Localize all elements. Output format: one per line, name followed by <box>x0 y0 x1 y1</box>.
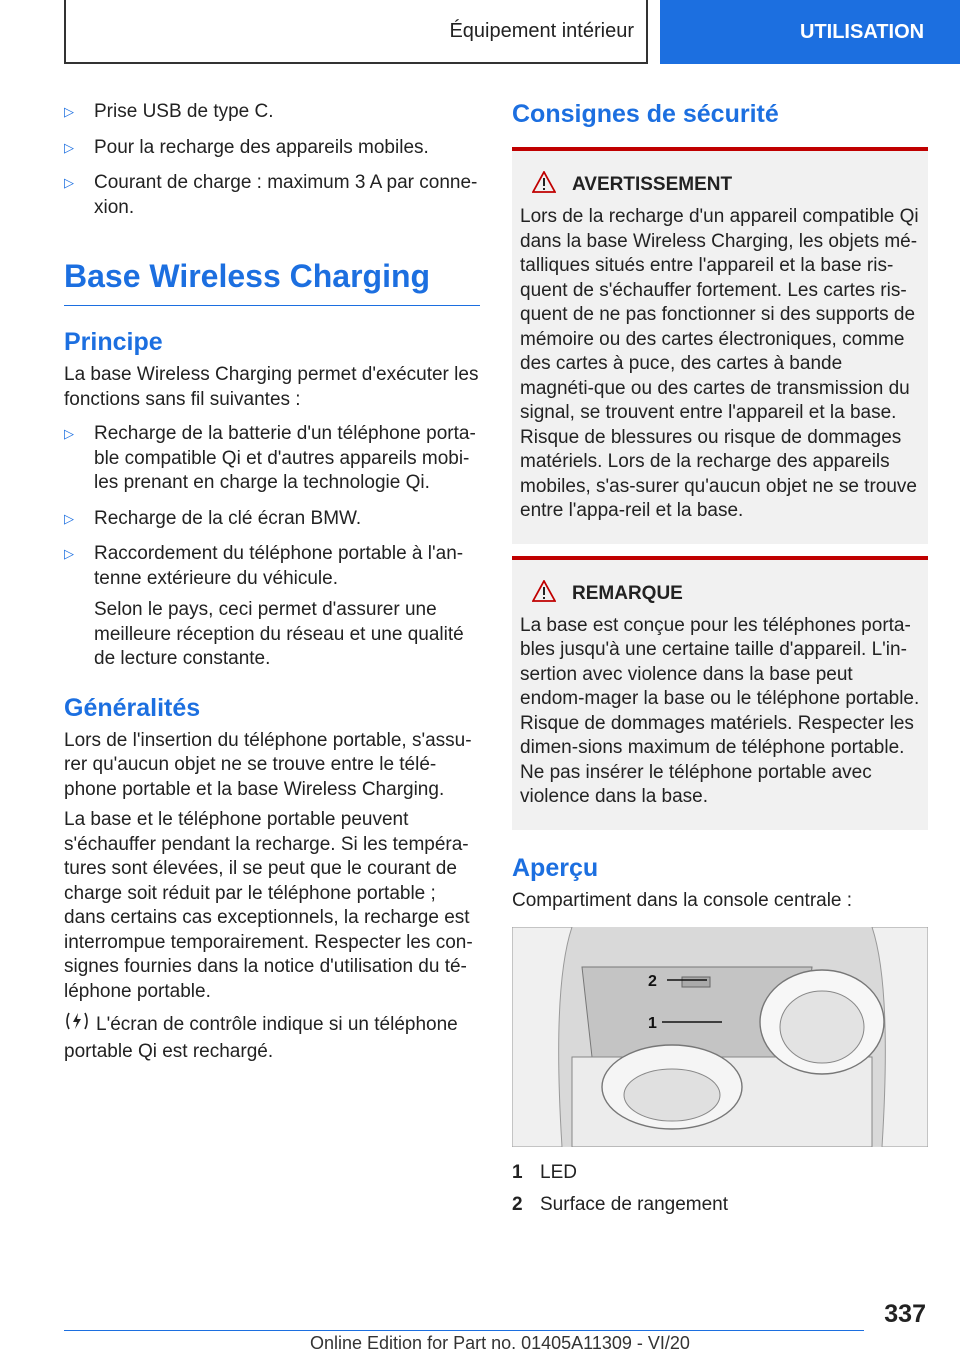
triangle-bullet-icon: ▷ <box>64 546 74 561</box>
remark-box <box>512 556 928 830</box>
triangle-bullet-icon: ▷ <box>64 510 74 526</box>
warning-title-row <box>520 171 920 199</box>
legend-row <box>512 1157 928 1189</box>
console-compartment-figure <box>512 927 928 1147</box>
list-item: ▷ Recharge de la batterie d'un téléphone porta-ble compatible Qi et d'autres appareils mobi-les prenant en charge la technologie Qi. <box>64 423 476 493</box>
warning-triangle-icon <box>532 171 556 199</box>
header-chapter-title: UTILISATION <box>800 20 925 43</box>
legend-label: Surface de rangement <box>540 1194 729 1215</box>
generalites-paragraph-3: L'écran de contrôle indique si un téléphone portable Qi est rechargé. <box>64 1010 480 1064</box>
triangle-bullet-icon: ▷ <box>64 104 74 119</box>
warning-title: AVERTISSEMENT <box>572 174 733 195</box>
warning-box <box>512 147 928 544</box>
list-item: ▷ Prise USB de type C. <box>64 100 480 125</box>
triangle-bullet-icon: ▷ <box>64 175 74 190</box>
list-item: ▷ Courant de charge : maximum 3 A par conne-xion. <box>64 172 478 218</box>
legend-number: 2 <box>512 1194 523 1215</box>
safety-heading: Consignes de sécurité <box>512 100 779 128</box>
figure-legend <box>512 1157 928 1221</box>
header-section-title: Équipement intérieur <box>449 19 634 42</box>
page-number: 337 <box>884 1300 926 1328</box>
triangle-bullet-icon: ▷ <box>64 139 74 155</box>
triangle-bullet-icon: ▷ <box>64 426 74 441</box>
left-column <box>64 100 480 1070</box>
legend-label: LED <box>540 1162 577 1183</box>
wireless-charging-icon <box>64 1010 92 1040</box>
page-title: Base Wireless Charging <box>64 258 480 306</box>
apercu-heading: Aperçu <box>512 853 599 882</box>
usb-bullet-list <box>64 100 480 220</box>
generalites-paragraph-2: La base et le téléphone portable peuvent s'échauffer pendant la recharge. Si les tempéra-tures sont élevées, il se peut que le courant de charge soit réduit par le téléphone portable ; dans certains cas exceptionnels, la recharge est interrompue temporairement. Respecter les con-signes fournies dans la notice d'utilisation du té-léphone portable. <box>64 809 473 1002</box>
generalites-paragraph-1: Lors de l'insertion du téléphone portable, s'assu-rer qu'aucun objet ne se trouve entre le télé-phone portable et la base Wireless Charging. <box>64 729 472 800</box>
footer-edition: Online Edition for Part no. 01405A11309 - VI/20 <box>310 1333 690 1353</box>
principe-sub-note: Selon le pays, ceci permet d'assurer une meilleure réception du réseau et une qualité de lecture constante. <box>94 599 464 669</box>
principe-intro: La base Wireless Charging permet d'exécuter les fonctions sans fil suivantes : <box>64 364 479 410</box>
legend-row <box>512 1189 928 1221</box>
warning-triangle-icon <box>532 580 556 608</box>
remark-text: La base est conçue pour les téléphones porta-bles jusqu'à une certaine taille d'appareil. L'in-sertion avec violence dans la base peut endom-mager la base ou le téléphone portable. Risque de dommages matériels. Respecter les dimen-sions maximum de téléphone portable. Ne pas insérer le téléphone portable avec violence dans la base. <box>520 614 920 807</box>
right-column <box>512 100 928 1221</box>
warning-text: Lors de la recharge d'un appareil compatible Qi dans la base Wireless Charging, les objets mé-talliques situés entre l'appareil et la base ris-quent de s'échauffer fortement. Les cartes ris-quent de ne pas fonctionner si des supports de mémoire ou des cartes électroniques, comme des cartes à puce, des cartes à bande magnéti-que ou des cartes de transmission du signal, se trouvent entre l'appareil et la base. Risque de blessures ou risque de dommages matériels. Lors de la recharge des appareils mobiles, s'as-surer qu'aucun objet ne se trouve entre l'appa-reil et la base. <box>520 206 919 521</box>
list-item: ▷ Raccordement du téléphone portable à l'an-tenne extérieure du véhicule. Selon le pays, ceci permet d'assurer une meilleure réception du réseau et une qualité de lecture constante. <box>64 542 480 672</box>
figure-label-2: 2 <box>648 973 657 990</box>
remark-title: REMARQUE <box>572 582 683 604</box>
footer-divider <box>64 1330 864 1331</box>
header-chapter-tab <box>660 0 960 64</box>
principe-list <box>64 422 480 672</box>
remark-title-row <box>520 580 920 608</box>
legend-number: 1 <box>512 1162 523 1183</box>
apercu-intro: Compartiment dans la console centrale : <box>512 889 853 911</box>
figure-label-1: 1 <box>648 1015 657 1032</box>
header-section-tab <box>64 0 648 64</box>
console-illustration <box>512 927 928 1147</box>
list-item: ▷ Pour la recharge des appareils mobiles. <box>64 136 480 161</box>
principe-heading: Principe <box>64 328 163 356</box>
generalites-heading: Généralités <box>64 693 201 722</box>
list-item: ▷ Recharge de la clé écran BMW. <box>64 507 480 532</box>
